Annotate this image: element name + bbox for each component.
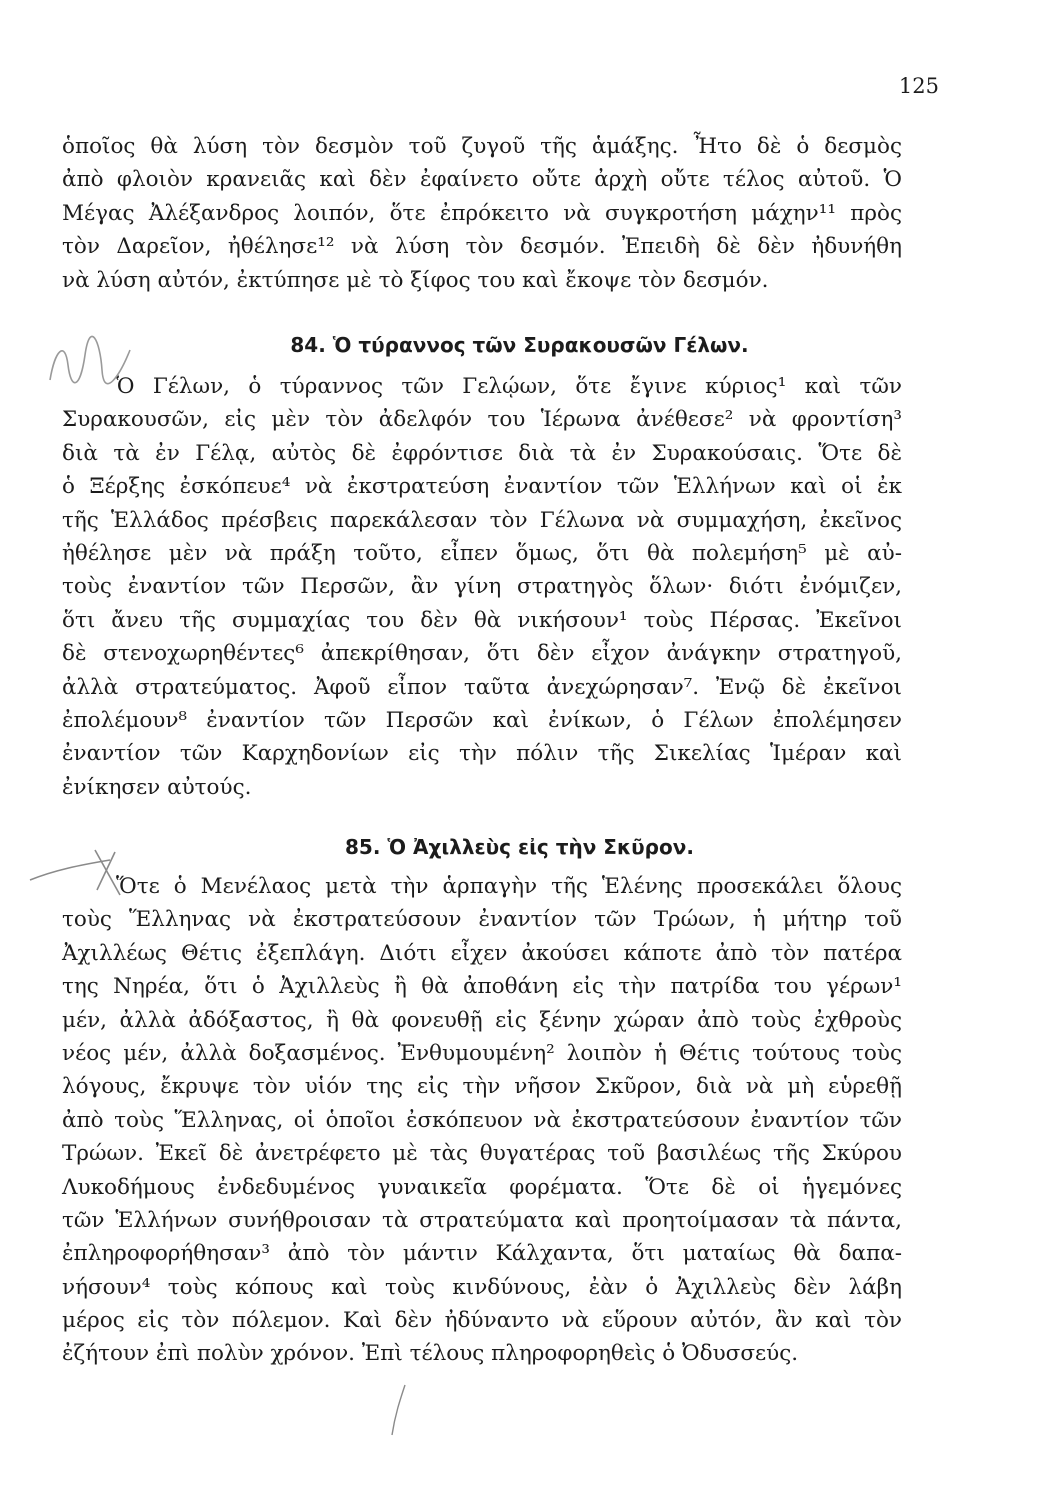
text-line: ὁποῖος θὰ λύση τὸν δεσμὸν τοῦ ζυγοῦ τῆς ἁμάξης. Ἦτο δὲ ὁ δεσμὸς xyxy=(62,134,902,159)
text-line: νέος μέν, ἀλλὰ δοξασμένος. Ἐνθυμουμένη² λοιπὸν ἡ Θέτις τούτους τοὺς xyxy=(62,1040,902,1066)
text-line: Ὅτε ὁ Μενέλαος μετὰ τὴν ἁρπαγὴν τῆς Ἑλένης προσεκάλει ὅλους xyxy=(116,874,902,899)
text-line: ἐνίκησεν αὐτούς. xyxy=(62,774,252,800)
paragraph-gelon xyxy=(62,370,902,804)
text-line: ἐπολέμουν⁸ ἐναντίον τῶν Περσῶν καὶ ἐνίκων, ὁ Γέλων ἐπολέμησεν xyxy=(62,707,902,733)
text-line: Ὁ Γέλων, ὁ τύραννος τῶν Γελῴων, ὅτε ἔγινε κύριος¹ καὶ τῶν xyxy=(116,374,902,399)
text-line: Ἀχιλλέως Θέτις ἐξεπλάγη. Διότι εἶχεν ἀκούσει κάποτε ἀπὸ τὸν πατέρα xyxy=(62,940,902,966)
section-heading-85: 85. Ὁ Ἀχιλλεὺς εἰς τὴν Σκῦρον. xyxy=(345,835,694,859)
text-line: ὅτι ἄνευ τῆς συμμαχίας του δὲν θὰ νικήσουν¹ τοὺς Πέρσας. Ἐκεῖνοι xyxy=(62,607,902,633)
text-line: Λυκοδήμους ἐνδεδυμένος γυναικεῖα φορέματα. Ὅτε δὲ οἱ ἡγεμόνες xyxy=(62,1174,902,1200)
text-line: τῆς Ἑλλάδος πρέσβεις παρεκάλεσαν τὸν Γέλωνα νὰ συμμαχήση, ἐκεῖνος xyxy=(62,507,902,533)
text-line: ἀλλὰ στρατεύματος. Ἀφοῦ εἶπον ταῦτα ἀνεχώρησαν⁷. Ἐνῷ δὲ ἐκεῖνοι xyxy=(62,674,902,700)
text-line: Μέγας Ἀλέξανδρος λοιπόν, ὅτε ἐπρόκειτο νὰ συγκροτήση μάχην¹¹ πρὸς xyxy=(62,200,902,226)
section-heading-84: 84. Ὁ τύραννος τῶν Συρακουσῶν Γέλων. xyxy=(290,333,749,357)
text-line: Τρώων. Ἐκεῖ δὲ ἀνετρέφετο μὲ τὰς θυγατέρας τοῦ βασιλέως τῆς Σκύρου xyxy=(62,1141,902,1167)
text-line: μέν, ἀλλὰ ἀδόξαστος, ἢ θὰ φονευθῇ εἰς ξένην χώραν ἀπὸ τοὺς ἐχθροὺς xyxy=(62,1007,902,1033)
text-line: τῶν Ἑλλήνων συνήθροισαν τὰ στρατεύματα καὶ προητοίμασαν τὰ πάντα, xyxy=(62,1207,902,1233)
text-line: ἐπληροφορήθησαν³ ἀπὸ τὸν μάντιν Κάλχαντα, ὅτι ματαίως θὰ δαπα- xyxy=(62,1241,902,1267)
text-line: ὁ Ξέρξης ἐσκόπευε⁴ νὰ ἐκστρατεύση ἐναντίον τῶν Ἑλλήνων καὶ οἱ ἐκ xyxy=(62,474,902,500)
text-line: νὰ λύση αὐτόν, ἐκτύπησε μὲ τὸ ξίφος του καὶ ἔκοψε τὸν δεσμόν. xyxy=(62,267,769,293)
pencil-cross-mark xyxy=(25,840,135,910)
text-line: Συρακουσῶν, εἰς μὲν τὸν ἀδελφόν του Ἱέρωνα ἀνέθεσε² νὰ φροντίση³ xyxy=(62,407,902,433)
text-line: της Νηρέα, ὅτι ὁ Ἀχιλλεὺς ἢ θὰ ἀποθάνη εἰς τὴν πατρίδα του γέρων¹ xyxy=(62,974,902,1000)
text-line: ἀπὸ τοὺς Ἕλληνας, οἱ ὁποῖοι ἐσκόπευον νὰ ἐκστρατεύσουν ἐναντίον τῶν xyxy=(62,1107,902,1133)
text-line: νήσουν⁴ τοὺς κόπους καὶ τοὺς κινδύνους, ἐὰν ὁ Ἀχιλλεὺς δὲν λάβη xyxy=(62,1274,902,1300)
text-line: διὰ τὰ ἐν Γέλᾳ, αὐτὸς δὲ ἐφρόντισε διὰ τὰ ἐν Συρακούσαις. Ὅτε δὲ xyxy=(62,440,902,466)
text-line: τοὺς Ἕλληνας νὰ ἐκστρατεύσουν ἐναντίον τῶν Τρώων, ἡ μήτηρ τοῦ xyxy=(62,907,902,933)
text-line: λόγους, ἔκρυψε τὸν υἱόν της εἰς τὴν νῆσον Σκῦρον, διὰ νὰ μὴ εὑρεθῇ xyxy=(62,1074,902,1100)
text-line: τοὺς ἐναντίον τῶν Περσῶν, ἂν γίνη στρατηγὸς ὅλων· διότι ἐνόμιζεν, xyxy=(62,574,902,600)
text-line: μέρος εἰς τὸν πόλεμον. Καὶ δὲν ἠδύναντο νὰ εὕρουν αὐτόν, ἂν καὶ τὸν xyxy=(62,1308,902,1334)
text-line: δὲ στενοχωρηθέντες⁶ ἀπεκρίθησαν, ὅτι δὲν εἶχον ἀνάγκην στρατηγοῦ, xyxy=(62,641,902,667)
text-line: ἐζήτουν ἐπὶ πολὺν χρόνον. Ἐπὶ τέλους πληροφορηθεὶς ὁ Ὀδυσσεύς. xyxy=(62,1341,799,1367)
paragraph-alexander xyxy=(62,130,902,297)
text-line: ἠθέλησε μὲν νὰ πράξη τοῦτο, εἶπεν ὅμως, ὅτι θὰ πολεμήση⁵ μὲ αὐ- xyxy=(62,540,902,566)
pencil-stroke-mark xyxy=(380,1380,420,1440)
page-number: 125 xyxy=(898,74,939,98)
text-line: ἐναντίον τῶν Καρχηδονίων εἰς τὴν πόλιν τῆς Σικελίας Ἱμέραν καὶ xyxy=(62,741,902,767)
text-line: ἀπὸ φλοιὸν κρανειᾶς καὶ δὲν ἐφαίνετο οὔτε ἀρχὴ οὔτε τέλος αὐτοῦ. Ὁ xyxy=(62,167,902,193)
paragraph-achilles xyxy=(62,870,902,1371)
text-line: τὸν Δαρεῖον, ἠθέλησε¹² νὰ λύση τὸν δεσμόν. Ἐπειδὴ δὲ δὲν ἠδυνήθη xyxy=(62,234,902,260)
pencil-scribble-mark xyxy=(40,320,150,400)
